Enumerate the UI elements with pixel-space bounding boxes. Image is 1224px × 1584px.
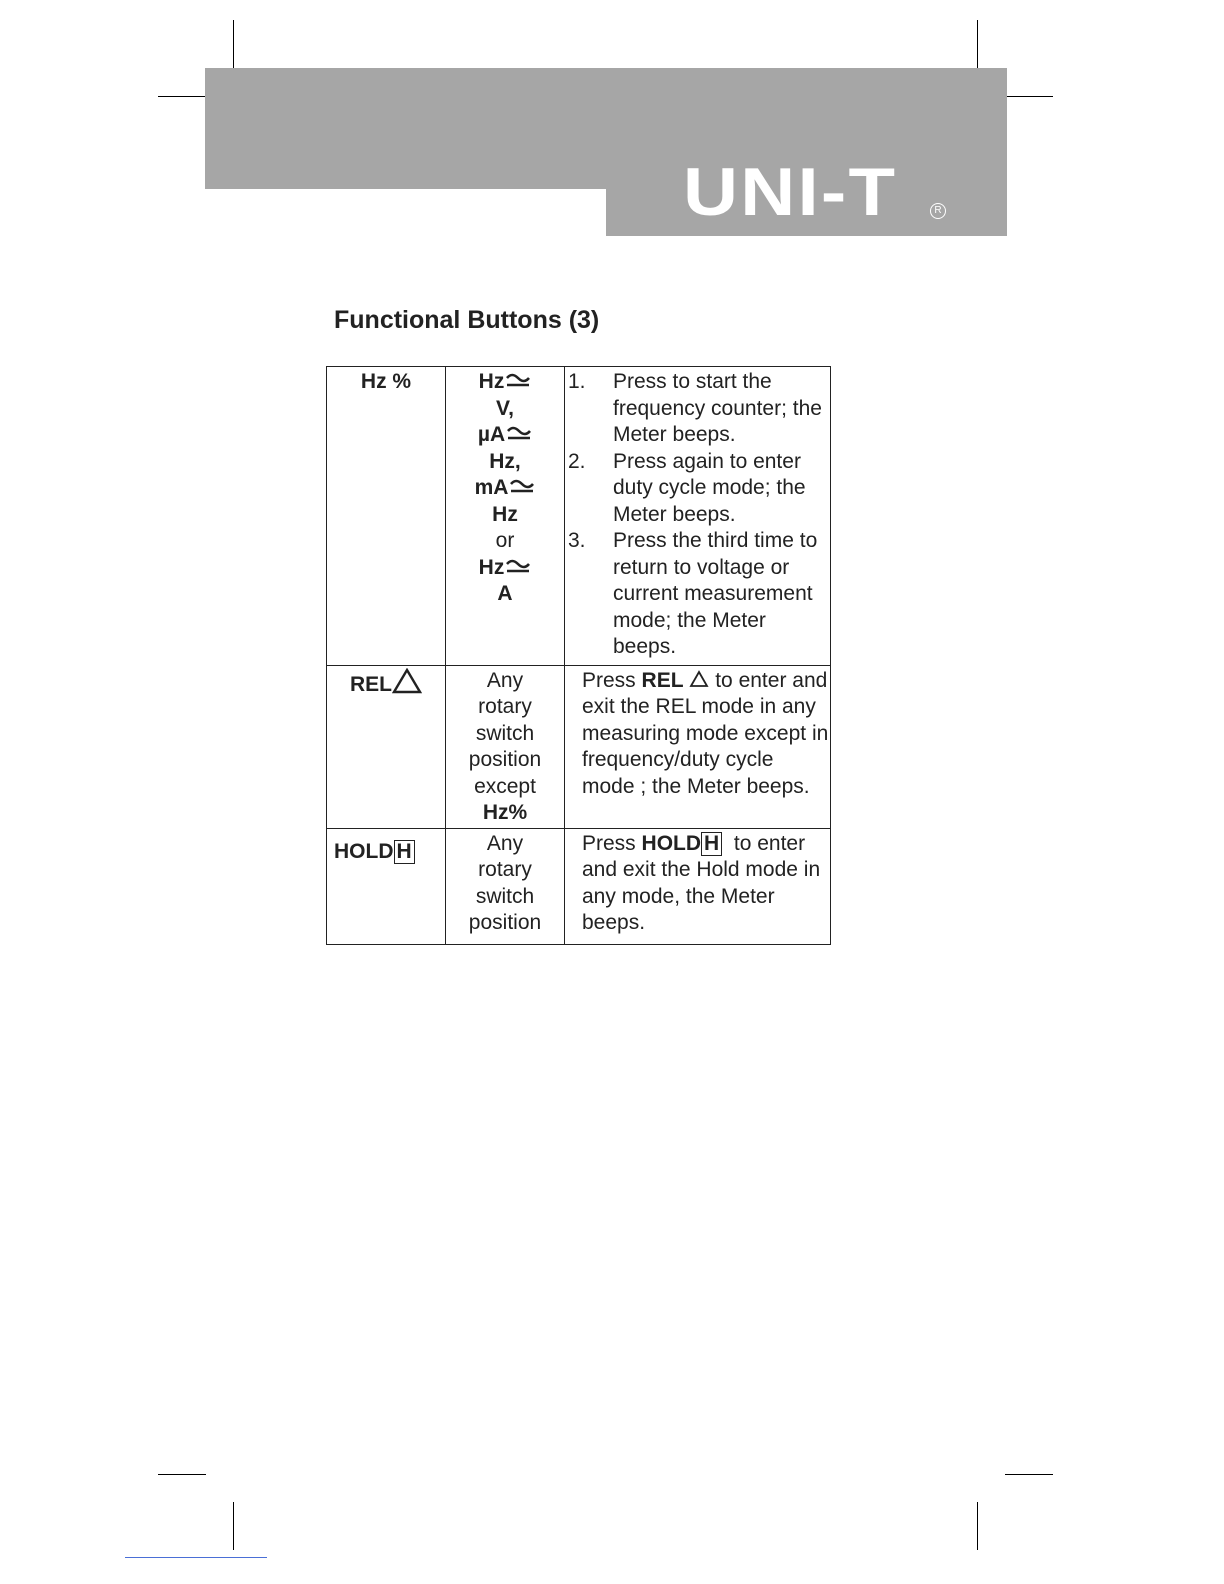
desc-key: REL — [641, 668, 684, 692]
step-number: 3. — [568, 529, 586, 552]
position-label: switch — [475, 721, 535, 745]
ac-dc-wave-icon — [509, 478, 535, 495]
table-row — [327, 828, 831, 944]
steps-list — [565, 367, 830, 663]
crop-mark — [233, 1502, 234, 1550]
position-label: Any — [486, 668, 524, 692]
list-item — [565, 369, 830, 449]
step-number: 1. — [568, 370, 586, 393]
button-cell — [327, 665, 446, 828]
desc-prefix: Press — [582, 831, 636, 855]
delta-triangle-icon — [689, 670, 709, 688]
position-label: Hz, — [489, 449, 521, 473]
list-item — [565, 528, 830, 661]
hold-key-box: H — [701, 832, 722, 856]
position-label: position — [468, 911, 542, 934]
button-label: HOLD — [334, 839, 394, 863]
position-label: Any — [486, 831, 524, 855]
position-label: A — [497, 582, 513, 605]
ac-dc-wave-icon — [506, 425, 532, 442]
table-row — [327, 367, 831, 666]
position-label: V, — [496, 396, 514, 420]
position-cell — [446, 828, 565, 944]
ac-dc-wave-icon — [505, 372, 531, 389]
position-label: rotary — [478, 858, 532, 881]
crop-mark — [158, 96, 206, 97]
delta-triangle-icon — [392, 668, 422, 694]
position-cell — [446, 367, 565, 666]
description-text — [565, 829, 830, 937]
crop-mark — [977, 20, 978, 68]
crop-mark — [977, 1502, 978, 1550]
position-label: Hz — [478, 370, 505, 393]
description-cell — [565, 665, 831, 828]
button-label: Hz % — [360, 370, 412, 393]
position-cell — [446, 665, 565, 828]
ac-dc-wave-icon — [505, 558, 531, 575]
position-label: mA — [474, 476, 509, 499]
step-number: 2. — [568, 449, 586, 473]
description-text — [565, 666, 830, 801]
crop-mark — [1005, 96, 1053, 97]
footer-link-underline — [125, 1557, 267, 1558]
description-cell — [565, 367, 831, 666]
crop-mark — [233, 20, 234, 68]
crop-mark — [1005, 1474, 1053, 1475]
step-text: Press the third time to return to voltage or current measurement mode; the Meter beeps. — [613, 529, 818, 658]
position-label: Hz — [478, 555, 505, 579]
registered-mark-icon: R — [930, 203, 946, 219]
button-cell — [327, 828, 446, 944]
desc-prefix: Press — [582, 668, 636, 692]
position-label: Hz — [492, 502, 518, 526]
description-cell — [565, 828, 831, 944]
position-label: µA — [477, 423, 506, 446]
table-row — [327, 665, 831, 828]
position-label: except — [474, 774, 536, 798]
position-label: Hz% — [482, 801, 528, 824]
crop-mark — [158, 1474, 206, 1475]
section-title: Functional Buttons (3) — [334, 306, 600, 334]
position-label: position — [468, 748, 542, 771]
step-text: Press to start the frequency counter; the Meter beeps. — [613, 370, 822, 446]
brand-logo: UNI-T — [683, 154, 898, 230]
list-item — [565, 449, 830, 529]
button-cell — [327, 367, 446, 666]
position-label: rotary — [478, 695, 532, 718]
desc-key: HOLD — [641, 831, 702, 855]
hold-key-box: H — [394, 840, 415, 864]
desc-rest: to enter and exit the Hold mode in any mode, the Meter beeps. — [582, 831, 821, 934]
step-text: Press again to enter duty cycle mode; the Meter beeps. — [613, 449, 806, 526]
position-label: switch — [475, 884, 535, 908]
functional-buttons-table — [326, 366, 831, 945]
desc-rest: to enter and exit the REL mode in any measuring mode except in frequency/duty cycle mode ; the Meter beeps. — [582, 668, 829, 798]
position-label: or — [495, 529, 515, 552]
button-label: REL — [350, 672, 392, 696]
